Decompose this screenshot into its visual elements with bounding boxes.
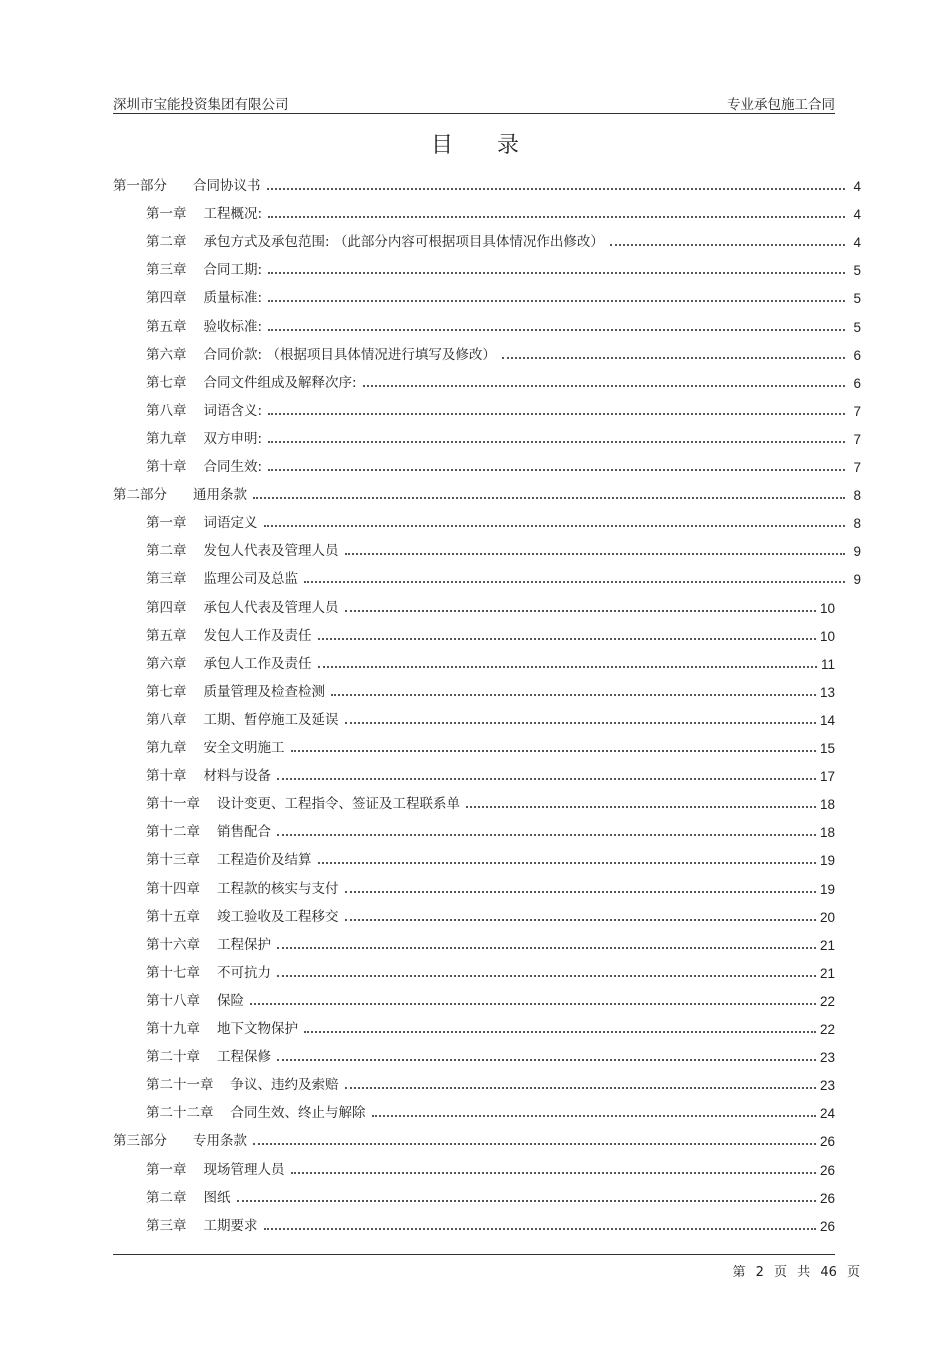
toc-entry-title: 质量管理及检查检测 — [203, 683, 325, 700]
toc-entry-page: 5 — [853, 319, 861, 335]
toc-entry-number: 第十三章 — [146, 852, 200, 869]
toc-entry-number: 第一章 — [146, 206, 187, 223]
toc-dot-leader — [345, 919, 816, 921]
toc-entry-number: 第十八章 — [146, 992, 200, 1009]
toc-entry-number: 第三章 — [146, 571, 187, 588]
toc-chapter-entry — [146, 792, 835, 812]
toc-entry-page: 7 — [853, 431, 861, 447]
toc-chapter-entry — [146, 258, 861, 278]
toc-dot-leader — [250, 1003, 816, 1005]
toc-title-char-1: 目 — [430, 133, 453, 158]
toc-dot-leader — [268, 272, 845, 274]
toc-entry-title: 发包人代表及管理人员 — [203, 543, 339, 560]
toc-chapter-entry — [146, 539, 861, 559]
toc-title — [0, 128, 950, 159]
toc-dot-leader — [277, 778, 816, 780]
toc-chapter-entry — [146, 624, 835, 644]
toc-chapter-entry — [146, 848, 835, 868]
toc-entry-title: 现场管理人员 — [203, 1161, 285, 1178]
toc-entry-number: 第十四章 — [146, 880, 200, 897]
toc-dot-leader — [345, 722, 816, 724]
toc-entry-page: 22 — [819, 1022, 835, 1037]
toc-entry-page: 6 — [853, 347, 861, 363]
toc-dot-leader — [264, 525, 846, 527]
toc-entry-page: 19 — [819, 853, 835, 869]
toc-entry-title: 通用条款 — [193, 487, 247, 504]
toc-entry-number: 第七章 — [146, 374, 187, 391]
toc-chapter-entry — [146, 343, 861, 363]
toc-chapter-entry — [146, 202, 861, 222]
toc-chapter-entry — [146, 764, 835, 784]
header-company: 深圳市宝能投资集团有限公司 — [113, 97, 289, 113]
toc-entry-number: 第十五章 — [146, 908, 200, 925]
toc-chapter-entry — [146, 905, 835, 925]
toc-entry-page: 26 — [819, 1162, 835, 1178]
toc-entry-title: 争议、违约及索赔 — [230, 1077, 339, 1094]
toc-entry-number: 第五章 — [146, 627, 187, 644]
toc-dot-leader — [268, 300, 845, 302]
toc-part-entry — [113, 1129, 835, 1149]
toc-dot-leader — [277, 947, 816, 949]
toc-chapter-entry — [146, 596, 835, 616]
toc-entry-number: 第六章 — [146, 655, 187, 672]
toc-entry-title: 设计变更、工程指令、签证及工程联系单 — [217, 796, 460, 813]
toc-dot-leader — [610, 244, 845, 246]
toc-dot-leader — [291, 750, 816, 752]
toc-entry-number: 第三部分 — [113, 1133, 167, 1150]
toc-dot-leader — [268, 413, 845, 415]
toc-entry-number: 第二章 — [146, 543, 187, 560]
toc-entry-page: 26 — [819, 1218, 835, 1234]
toc-entry-title: 工期要求 — [203, 1217, 258, 1234]
toc-chapter-entry — [146, 736, 835, 756]
toc-entry-title: 质量标准: — [203, 290, 263, 307]
toc-entry-number: 第一部分 — [113, 178, 167, 194]
toc-dot-leader — [363, 385, 845, 387]
toc-entry-title: 图纸 — [203, 1189, 231, 1206]
toc-dot-leader — [268, 441, 845, 443]
toc-entry-page: 18 — [819, 825, 835, 841]
toc-chapter-entry — [146, 933, 835, 953]
toc-entry-title: 工程造价及结算 — [217, 852, 312, 869]
toc-chapter-entry — [146, 989, 835, 1009]
toc-entry-page: 7 — [853, 403, 861, 419]
toc-dot-leader — [345, 610, 816, 612]
toc-entry-number: 第一章 — [146, 1161, 187, 1178]
toc-chapter-entry — [146, 652, 835, 672]
toc-dot-leader — [264, 1228, 816, 1230]
toc-entry-page: 4 — [853, 207, 861, 223]
toc-entry-title: 承包人工作及责任 — [203, 655, 312, 672]
toc-entry-number: 第二部分 — [113, 487, 167, 504]
toc-dot-leader — [502, 357, 845, 359]
toc-entry-number: 第十六章 — [146, 936, 200, 953]
toc-entry-number: 第十二章 — [146, 824, 200, 841]
toc-entry-title: 验收标准: — [203, 318, 263, 335]
toc-dot-leader — [318, 666, 817, 668]
toc-chapter-entry — [146, 455, 861, 475]
toc-entry-title: 保险 — [217, 992, 244, 1009]
toc-entry-title: 词语含义: — [203, 402, 263, 419]
toc-dot-leader — [268, 329, 845, 331]
toc-entry-number: 第四章 — [146, 290, 187, 307]
toc-entry-page: 22 — [819, 993, 835, 1009]
toc-entry-title: 材料与设备 — [203, 768, 271, 785]
toc-dot-leader — [291, 1172, 816, 1174]
toc-entry-number: 第五章 — [146, 318, 187, 335]
toc-chapter-entry — [146, 1186, 835, 1206]
toc-entry-page: 7 — [853, 460, 861, 475]
toc-dot-leader — [237, 1200, 816, 1202]
toc-chapter-entry — [146, 680, 835, 700]
toc-part-entry — [113, 483, 861, 503]
toc-entry-page: 15 — [819, 741, 835, 756]
toc-entry-number: 第二十一章 — [146, 1077, 214, 1094]
toc-chapter-entry — [146, 708, 835, 728]
toc-entry-page: 5 — [853, 263, 861, 279]
toc-part-entry — [113, 174, 861, 194]
toc-dot-leader — [253, 1143, 816, 1145]
toc-entry-number: 第一章 — [146, 515, 187, 532]
page-footer: 第 2 页 共 46 页 — [732, 1265, 860, 1280]
toc-entry-number: 第四章 — [146, 599, 187, 616]
toc-chapter-entry — [146, 961, 835, 981]
toc-entry-title: 合同价款: （根据项目具体情况进行填写及修改） — [203, 346, 496, 363]
toc-entry-number: 第十章 — [146, 768, 187, 785]
toc-entry-number: 第八章 — [146, 711, 187, 728]
toc-dot-leader — [304, 1031, 816, 1033]
toc-chapter-entry — [146, 1158, 835, 1178]
toc-entry-page: 23 — [819, 1078, 835, 1094]
toc-entry-page: 24 — [819, 1106, 835, 1122]
toc-chapter-entry — [146, 567, 861, 587]
toc-chapter-entry — [146, 511, 861, 531]
toc-entry-title: 合同生效: — [203, 459, 263, 475]
toc-entry-title: 工程概况: — [203, 206, 263, 223]
toc-entry-page: 9 — [853, 572, 861, 588]
toc-chapter-entry — [146, 1017, 835, 1037]
toc-chapter-entry — [146, 286, 861, 306]
toc-entry-page: 10 — [819, 628, 835, 644]
toc-entry-number: 第九章 — [146, 740, 187, 756]
toc-entry-page: 18 — [819, 797, 835, 813]
toc-dot-leader — [277, 975, 816, 977]
toc-entry-number: 第三章 — [146, 262, 187, 279]
toc-title-char-2: 录 — [497, 133, 520, 158]
toc-entry-page: 8 — [853, 516, 861, 532]
toc-entry-title: 安全文明施工 — [203, 740, 285, 756]
toc-entry-page: 14 — [819, 712, 835, 728]
toc-dot-leader — [267, 188, 846, 190]
toc-entry-number: 第二章 — [146, 1189, 187, 1206]
toc-dot-leader — [268, 469, 845, 471]
toc-dot-leader — [253, 497, 845, 499]
toc-entry-page: 9 — [853, 544, 861, 560]
toc-entry-title: 工程款的核实与支付 — [217, 880, 339, 897]
toc-entry-title: 词语定义 — [203, 515, 258, 532]
toc-entry-title: 竣工验收及工程移交 — [217, 908, 339, 925]
toc-entry-page: 10 — [819, 600, 835, 616]
toc-entry-number: 第二十二章 — [146, 1105, 214, 1122]
toc-entry-title: 不可抗力 — [217, 964, 271, 981]
toc-entry-number: 第二章 — [146, 234, 187, 251]
page-header — [113, 93, 835, 114]
toc-entry-title: 地下文物保护 — [217, 1021, 298, 1037]
toc-entry-number: 第六章 — [146, 346, 187, 363]
toc-entry-number: 第三章 — [146, 1217, 187, 1234]
toc-dot-leader — [277, 834, 816, 836]
toc-chapter-entry — [146, 1101, 835, 1121]
toc-entry-title: 专用条款 — [193, 1133, 247, 1150]
toc-dot-leader — [268, 216, 845, 218]
toc-entry-page: 26 — [819, 1134, 835, 1150]
toc-chapter-entry — [146, 1045, 835, 1065]
toc-dot-leader — [345, 891, 816, 893]
toc-entry-title: 发包人工作及责任 — [203, 627, 312, 644]
toc-entry-page: 19 — [819, 881, 835, 897]
toc-entry-page: 5 — [853, 291, 861, 307]
toc-dot-leader — [466, 806, 816, 808]
toc-dot-leader — [318, 638, 816, 640]
toc-entry-title: 工程保护 — [217, 936, 271, 953]
toc-entry-title: 销售配合 — [217, 824, 271, 841]
toc-entry-page: 11 — [820, 656, 835, 672]
toc-entry-title: 监理公司及总监 — [203, 571, 298, 588]
toc-entry-title: 承包人代表及管理人员 — [203, 599, 339, 616]
toc-entry-page: 4 — [853, 179, 861, 194]
toc-entry-number: 第十章 — [146, 459, 187, 475]
toc-entry-title: 双方申明: — [203, 430, 263, 447]
toc-entry-number: 第二十章 — [146, 1049, 200, 1066]
toc-dot-leader — [318, 862, 816, 864]
toc-entry-title: 工期、暂停施工及延误 — [203, 711, 339, 728]
toc-entry-number: 第十七章 — [146, 964, 200, 981]
toc-entry-page: 6 — [853, 375, 861, 391]
toc-entry-page: 4 — [853, 235, 861, 251]
toc-entry-number: 第九章 — [146, 430, 187, 447]
toc-chapter-entry — [146, 427, 861, 447]
toc-chapter-entry — [146, 820, 835, 840]
toc-chapter-entry — [146, 371, 861, 391]
toc-entry-page: 26 — [819, 1190, 835, 1206]
toc-entry-title: 合同文件组成及解释次序: — [203, 374, 357, 391]
toc-entry-title: 合同协议书 — [193, 178, 261, 194]
toc-entry-number: 第七章 — [146, 683, 187, 700]
toc-entry-title: 合同生效、终止与解除 — [230, 1105, 366, 1122]
header-doc-type: 专业承包施工合同 — [727, 97, 835, 113]
toc-entry-title: 工程保修 — [217, 1049, 271, 1066]
toc-chapter-entry — [146, 315, 861, 335]
toc-entry-page: 13 — [819, 684, 835, 700]
toc-entry-number: 第八章 — [146, 402, 187, 419]
toc-dot-leader — [277, 1059, 816, 1061]
toc-entry-page: 20 — [819, 909, 835, 925]
toc-entry-page: 21 — [819, 937, 835, 953]
toc-entry-number: 第十九章 — [146, 1021, 200, 1037]
toc-dot-leader — [304, 581, 845, 583]
toc-chapter-entry — [146, 877, 835, 897]
toc-entry-title: 承包方式及承包范围: （此部分内容可根据项目具体情况作出修改） — [203, 234, 604, 251]
toc-chapter-entry — [146, 1214, 835, 1234]
toc-chapter-entry — [146, 230, 861, 250]
toc-dot-leader — [372, 1115, 816, 1117]
toc-entry-page: 17 — [819, 769, 835, 785]
toc-dot-leader — [345, 553, 846, 555]
toc-entry-number: 第十一章 — [146, 796, 200, 813]
toc-dot-leader — [331, 694, 816, 696]
toc-chapter-entry — [146, 1073, 835, 1093]
toc-entry-page: 23 — [819, 1050, 835, 1066]
toc-entry-title: 合同工期: — [203, 262, 263, 279]
toc-entry-page: 8 — [853, 488, 861, 504]
footer-divider — [113, 1254, 835, 1255]
toc-entry-page: 21 — [819, 965, 835, 981]
toc-chapter-entry — [146, 399, 861, 419]
toc-dot-leader — [345, 1087, 816, 1089]
